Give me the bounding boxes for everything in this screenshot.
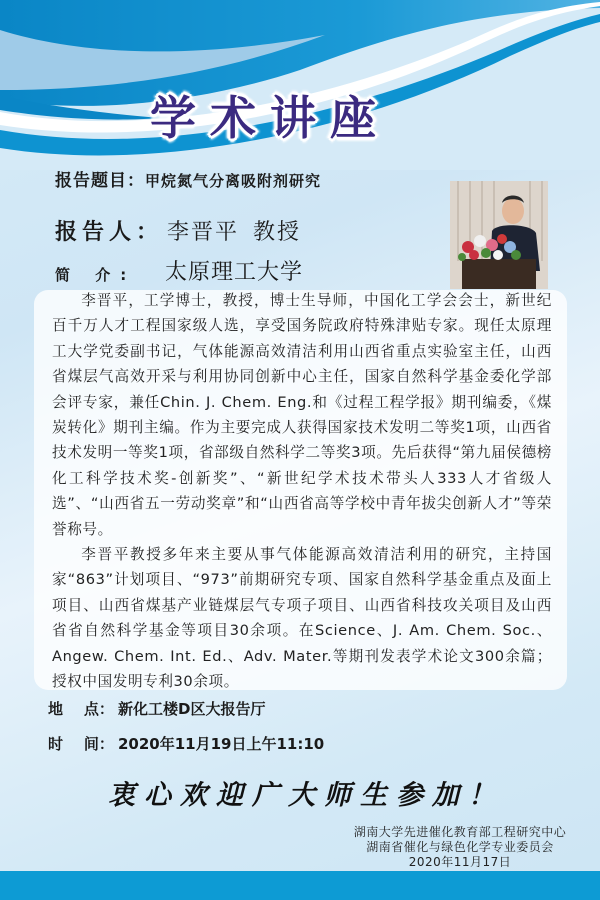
page-title: 学术讲座 <box>150 91 390 145</box>
speaker-bio <box>52 288 552 695</box>
organizer-line-1: 湖南大学先进催化教育部工程研究中心 <box>353 825 567 839</box>
speaker-label: 报告人： <box>55 220 164 245</box>
time-row <box>48 733 324 754</box>
organizer-date: 2020年11月17日 <box>408 855 512 869</box>
speaker-title: 教授 <box>253 220 302 245</box>
intro-label: 简 介: <box>55 266 137 284</box>
topic-label: 报告题目： <box>55 171 145 191</box>
speaker-affiliation: 太原理工大学 <box>165 260 304 285</box>
bio-paragraph: 李晋平，工学博士，教授，博士生导师，中国化工学会会士，新世纪百千万人才工程国家级人选，享受国务院政府特殊津贴专家。现任太原理工大学党委副书记，气体能源高效清洁利用山西省重点实验室主任，山西省煤层气高效开采与利用协同创新中心主任，国家自然科学基金委化学部会评专家，兼任Chin. J. Chem. Eng.和《过程工程学报》期刊编委，《煤炭转化》期刊主编。作为主要完成人获得国家技术发明二等奖1项，山西省技术发明一等奖1项，省部级自然科学二等奖3项。先后获得“第九届侯德榜化工科学技术奖-创新奖”、“新世纪学术技术带头人333人才省级人选”、“山西省五一劳动奖章”和“山西省高等学校中青年拔尖创新人才”等荣誉称号。 <box>52 292 552 538</box>
bottom-bar <box>0 871 600 900</box>
location-row <box>48 698 265 719</box>
time-value: 2020年11月19日上午11:10 <box>118 735 325 753</box>
topic-value: 甲烷氮气分离吸附剂研究 <box>145 172 322 190</box>
welcome-slogan: 衷心欢迎广大师生参加！ <box>108 780 504 811</box>
location-label: 地 点： <box>48 700 114 718</box>
speaker-photo-illustration <box>450 181 548 289</box>
organizer-block <box>330 825 590 870</box>
speaker-photo <box>450 181 548 289</box>
organizer-line-2: 湖南省催化与绿色化学专业委员会 <box>366 840 554 854</box>
bio-paragraph: 李晋平教授多年来主要从事气体能源高效清洁利用的研究，主持国家“863”计划项目、“973”前期研究专项、国家自然科学基金重点及面上项目、山西省煤基产业链煤层气专项子项目、山西省科技攻关项目及山西省省自然科学基金等项目30余项。在Science、J. Am. Chem. Soc.、Angew. Chem. Int. Ed.、Adv. Mater.等期刊发表学术论文300余篇；授权中国发明专利30余项。 <box>52 546 552 691</box>
speaker-row <box>55 215 301 246</box>
location-value: 新化工楼D区大报告厅 <box>118 700 266 718</box>
topic-row <box>55 166 321 191</box>
time-label: 时 间： <box>48 735 114 753</box>
speaker-name: 李晋平 <box>167 220 240 245</box>
